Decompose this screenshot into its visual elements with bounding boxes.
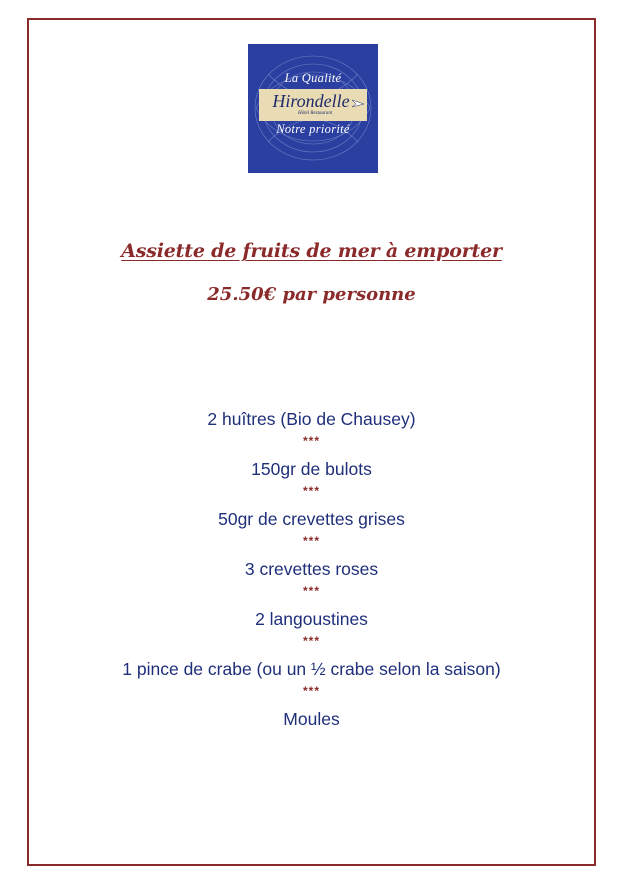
menu-item: 50gr de crevettes grises: [218, 509, 405, 529]
page-title: Assiette de fruits de mer à emporter: [121, 240, 502, 262]
swallow-icon: [248, 44, 378, 173]
menu-item: 2 langoustines: [255, 609, 368, 629]
menu-list: [27, 407, 596, 732]
logo-subtitle: Hôtel Restaurant: [298, 111, 333, 116]
menu-item: 1 pince de crabe (ou un ½ crabe selon la saison): [122, 659, 501, 679]
menu-item: 150gr de bulots: [251, 459, 372, 479]
separator: ***: [302, 484, 320, 498]
menu-item: 3 crevettes roses: [244, 559, 379, 579]
separator: ***: [302, 534, 320, 548]
separator: ***: [302, 684, 320, 698]
separator: ***: [302, 634, 320, 648]
logo-top-text: La Qualité: [284, 71, 342, 85]
hirondelle-logo: [248, 44, 378, 173]
logo-brand: Hirondelle: [272, 91, 350, 111]
price-per-person: 25.50€ par personne: [207, 284, 416, 305]
menu-item: 2 huîtres (Bio de Chausey): [207, 409, 416, 429]
menu-item: Moules: [283, 709, 340, 729]
separator: ***: [302, 434, 320, 448]
separator: ***: [302, 584, 320, 598]
logo-bottom-text: Notre priorité: [276, 122, 350, 136]
